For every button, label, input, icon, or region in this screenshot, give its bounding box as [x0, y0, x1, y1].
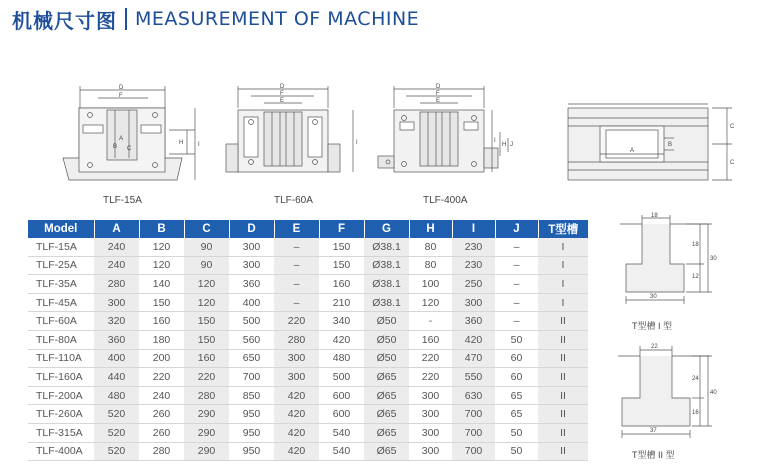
table-cell: 230: [452, 238, 495, 256]
column-header: I: [452, 220, 495, 238]
table-row: [28, 423, 588, 442]
column-header: J: [495, 220, 538, 238]
table-cell: 280: [274, 330, 319, 349]
table-cell: 700: [452, 405, 495, 424]
dim-label: B: [668, 142, 673, 148]
table-cell: Ø65: [364, 386, 409, 405]
dim-label: F: [280, 91, 284, 97]
title-chinese: 机械尺寸图: [12, 8, 117, 33]
table-cell: 950: [229, 423, 274, 442]
column-header: G: [364, 220, 409, 238]
dim-label: 30: [710, 256, 717, 262]
column-header: T型槽: [538, 220, 588, 238]
table-cell: 200: [139, 349, 184, 368]
table-cell: 600: [319, 405, 364, 424]
table-cell: Ø65: [364, 405, 409, 424]
table-row: [28, 312, 588, 331]
table-cell: 220: [274, 312, 319, 331]
table-cell: 320: [94, 312, 139, 331]
table-cell: 550: [452, 368, 495, 387]
table-cell: 150: [139, 293, 184, 312]
table-cell: 300: [274, 349, 319, 368]
table-cell: –: [495, 256, 538, 275]
table-row: [28, 349, 588, 368]
dim-label: E: [436, 98, 441, 104]
table-cell: 400: [94, 349, 139, 368]
table-cell: -: [409, 312, 452, 331]
table-cell: 600: [319, 386, 364, 405]
model-cell: TLF-60A: [28, 312, 94, 331]
table-cell: 700: [229, 368, 274, 387]
table-cell: I: [538, 256, 588, 275]
dim-label: J: [510, 142, 513, 148]
table-cell: II: [538, 368, 588, 387]
table-cell: –: [274, 256, 319, 275]
table-cell: 420: [274, 442, 319, 461]
table-cell: 280: [94, 275, 139, 294]
table-cell: 420: [274, 405, 319, 424]
table-cell: 220: [409, 349, 452, 368]
model-cell: TLF-45A: [28, 293, 94, 312]
table-cell: 240: [139, 386, 184, 405]
table-cell: 420: [274, 386, 319, 405]
table-cell: 260: [139, 405, 184, 424]
dim-label: H: [502, 142, 507, 148]
table-cell: 280: [184, 386, 229, 405]
table-cell: 500: [229, 312, 274, 331]
column-header: B: [139, 220, 184, 238]
table-cell: 250: [452, 275, 495, 294]
model-cell: TLF-400A: [28, 442, 94, 461]
table-cell: 60: [495, 349, 538, 368]
table-cell: 300: [274, 368, 319, 387]
table-cell: Ø65: [364, 368, 409, 387]
table-cell: 290: [184, 405, 229, 424]
dim-label: 37: [650, 428, 657, 434]
table-cell: –: [274, 293, 319, 312]
table-header-row: [28, 220, 588, 238]
drawing-top-view: [562, 98, 752, 188]
table-cell: –: [495, 312, 538, 331]
column-header: F: [319, 220, 364, 238]
table-cell: 220: [139, 368, 184, 387]
table-cell: 420: [319, 330, 364, 349]
table-cell: –: [495, 238, 538, 256]
drawing-tlf-60a: [218, 82, 368, 187]
table-cell: 700: [452, 423, 495, 442]
dim-label: A: [630, 148, 635, 154]
table-cell: 520: [94, 405, 139, 424]
dim-label: 24: [692, 376, 699, 382]
model-cell: TLF-160A: [28, 368, 94, 387]
table-cell: 540: [319, 442, 364, 461]
dim-label: D: [280, 84, 285, 90]
table-row: [28, 442, 588, 461]
table-cell: 300: [94, 293, 139, 312]
table-cell: 220: [409, 368, 452, 387]
table-cell: 360: [229, 275, 274, 294]
table-cell: 160: [319, 275, 364, 294]
table-row: [28, 238, 588, 256]
dim-label: I: [198, 142, 200, 148]
table-cell: 260: [139, 423, 184, 442]
caption-tlf-60a: TLF-60A: [274, 195, 313, 206]
table-cell: 290: [184, 442, 229, 461]
table-cell: 160: [184, 349, 229, 368]
table-cell: 90: [184, 256, 229, 275]
dim-label: F: [436, 91, 440, 97]
table-cell: 480: [94, 386, 139, 405]
table-cell: II: [538, 349, 588, 368]
table-cell: 240: [94, 238, 139, 256]
table-row: [28, 293, 588, 312]
dim-label: I: [356, 140, 358, 146]
model-cell: TLF-260A: [28, 405, 94, 424]
dim-label: 16: [692, 410, 699, 416]
table-cell: –: [274, 238, 319, 256]
dim-label: 18: [692, 242, 699, 248]
table-cell: Ø65: [364, 442, 409, 461]
table-cell: Ø38.1: [364, 275, 409, 294]
table-cell: 65: [495, 405, 538, 424]
dim-label: 40: [710, 390, 717, 396]
table-cell: 120: [139, 238, 184, 256]
table-cell: II: [538, 312, 588, 331]
table-cell: 80: [409, 256, 452, 275]
table-cell: 120: [409, 293, 452, 312]
model-cell: TLF-25A: [28, 256, 94, 275]
table-cell: 65: [495, 386, 538, 405]
table-cell: 360: [94, 330, 139, 349]
table-cell: 420: [274, 423, 319, 442]
table-cell: Ø50: [364, 312, 409, 331]
table-cell: I: [538, 293, 588, 312]
table-cell: 540: [319, 423, 364, 442]
column-header: D: [229, 220, 274, 238]
table-cell: 120: [184, 293, 229, 312]
table-cell: 700: [452, 442, 495, 461]
table-cell: 360: [452, 312, 495, 331]
table-cell: 140: [139, 275, 184, 294]
table-cell: 560: [229, 330, 274, 349]
table-cell: Ø38.1: [364, 238, 409, 256]
dim-label: D: [119, 85, 124, 91]
table-cell: 650: [229, 349, 274, 368]
table-cell: 50: [495, 442, 538, 461]
dim-label: A: [119, 136, 124, 142]
table-cell: II: [538, 442, 588, 461]
table-cell: 520: [94, 423, 139, 442]
model-cell: TLF-110A: [28, 349, 94, 368]
table-cell: 950: [229, 405, 274, 424]
dim-label: C: [730, 160, 735, 166]
table-cell: 300: [409, 405, 452, 424]
caption-tlf-400a: TLF-400A: [423, 195, 468, 206]
drawing-tlf-15a: [55, 80, 205, 190]
table-cell: 210: [319, 293, 364, 312]
drawing-tlf-400a: [372, 82, 522, 187]
dim-label: H: [179, 140, 184, 146]
table-cell: 120: [139, 256, 184, 275]
column-header: H: [409, 220, 452, 238]
table-cell: Ø50: [364, 349, 409, 368]
table-cell: 480: [319, 349, 364, 368]
model-cell: TLF-80A: [28, 330, 94, 349]
table-cell: II: [538, 405, 588, 424]
model-cell: TLF-15A: [28, 238, 94, 256]
table-cell: 160: [139, 312, 184, 331]
table-cell: 220: [184, 368, 229, 387]
table-cell: –: [274, 275, 319, 294]
tslot-type-1-caption: T型槽 I 型: [632, 321, 672, 331]
table-cell: 420: [452, 330, 495, 349]
table-cell: Ø38.1: [364, 256, 409, 275]
table-cell: 60: [495, 368, 538, 387]
table-cell: II: [538, 386, 588, 405]
table-cell: 230: [452, 256, 495, 275]
table-cell: Ø38.1: [364, 293, 409, 312]
table-cell: II: [538, 330, 588, 349]
table-cell: 290: [184, 423, 229, 442]
table-cell: 950: [229, 442, 274, 461]
table-cell: 80: [409, 238, 452, 256]
table-cell: 240: [94, 256, 139, 275]
table-cell: 300: [409, 386, 452, 405]
table-cell: 300: [409, 423, 452, 442]
table-cell: Ø50: [364, 330, 409, 349]
dim-label: C: [127, 146, 132, 152]
title-english: MEASUREMENT OF MACHINE: [135, 8, 420, 30]
table-cell: 180: [139, 330, 184, 349]
dim-label: 30: [650, 294, 657, 300]
table-cell: 150: [184, 312, 229, 331]
table-row: [28, 256, 588, 275]
table-cell: 150: [319, 256, 364, 275]
table-row: [28, 330, 588, 349]
table-cell: 160: [409, 330, 452, 349]
column-header-model: Model: [28, 220, 94, 238]
table-cell: 500: [319, 368, 364, 387]
page-header: [12, 4, 419, 34]
table-cell: Ø65: [364, 423, 409, 442]
dim-label: 12: [692, 274, 699, 280]
table-cell: 300: [452, 293, 495, 312]
table-cell: 850: [229, 386, 274, 405]
table-cell: 300: [229, 256, 274, 275]
table-cell: 280: [139, 442, 184, 461]
table-cell: –: [495, 275, 538, 294]
dim-label: 22: [651, 344, 658, 350]
model-cell: TLF-200A: [28, 386, 94, 405]
table-cell: II: [538, 423, 588, 442]
table-cell: 90: [184, 238, 229, 256]
column-header: E: [274, 220, 319, 238]
dim-label: C: [730, 124, 735, 130]
tslot-type-1-drawing: [612, 212, 722, 308]
dim-label: D: [436, 84, 441, 90]
table-cell: 300: [229, 238, 274, 256]
table-cell: 120: [184, 275, 229, 294]
table-cell: 520: [94, 442, 139, 461]
column-header: C: [184, 220, 229, 238]
dim-label: B: [113, 144, 118, 150]
table-row: [28, 275, 588, 294]
dim-label: E: [280, 98, 285, 104]
caption-tlf-15a: TLF-15A: [103, 195, 142, 206]
table-cell: –: [495, 293, 538, 312]
tslot-type-2-caption: T型槽 II 型: [632, 450, 675, 460]
table-cell: 150: [184, 330, 229, 349]
table-cell: 300: [409, 442, 452, 461]
column-header: A: [94, 220, 139, 238]
table-cell: 50: [495, 330, 538, 349]
dim-label: F: [119, 93, 123, 99]
table-row: [28, 405, 588, 424]
table-cell: 100: [409, 275, 452, 294]
title-divider: [125, 8, 127, 30]
table-cell: 340: [319, 312, 364, 331]
table-cell: 150: [319, 238, 364, 256]
table-row: [28, 368, 588, 387]
table-cell: 470: [452, 349, 495, 368]
table-cell: 630: [452, 386, 495, 405]
tslot-type-2-drawing: [612, 342, 722, 442]
table-cell: 440: [94, 368, 139, 387]
model-cell: TLF-35A: [28, 275, 94, 294]
model-cell: TLF-315A: [28, 423, 94, 442]
spec-table: [28, 220, 588, 461]
table-cell: I: [538, 275, 588, 294]
table-cell: I: [538, 238, 588, 256]
dim-label: 18: [651, 213, 658, 219]
table-cell: 400: [229, 293, 274, 312]
dim-label: I: [494, 138, 496, 144]
table-cell: 50: [495, 423, 538, 442]
table-row: [28, 386, 588, 405]
